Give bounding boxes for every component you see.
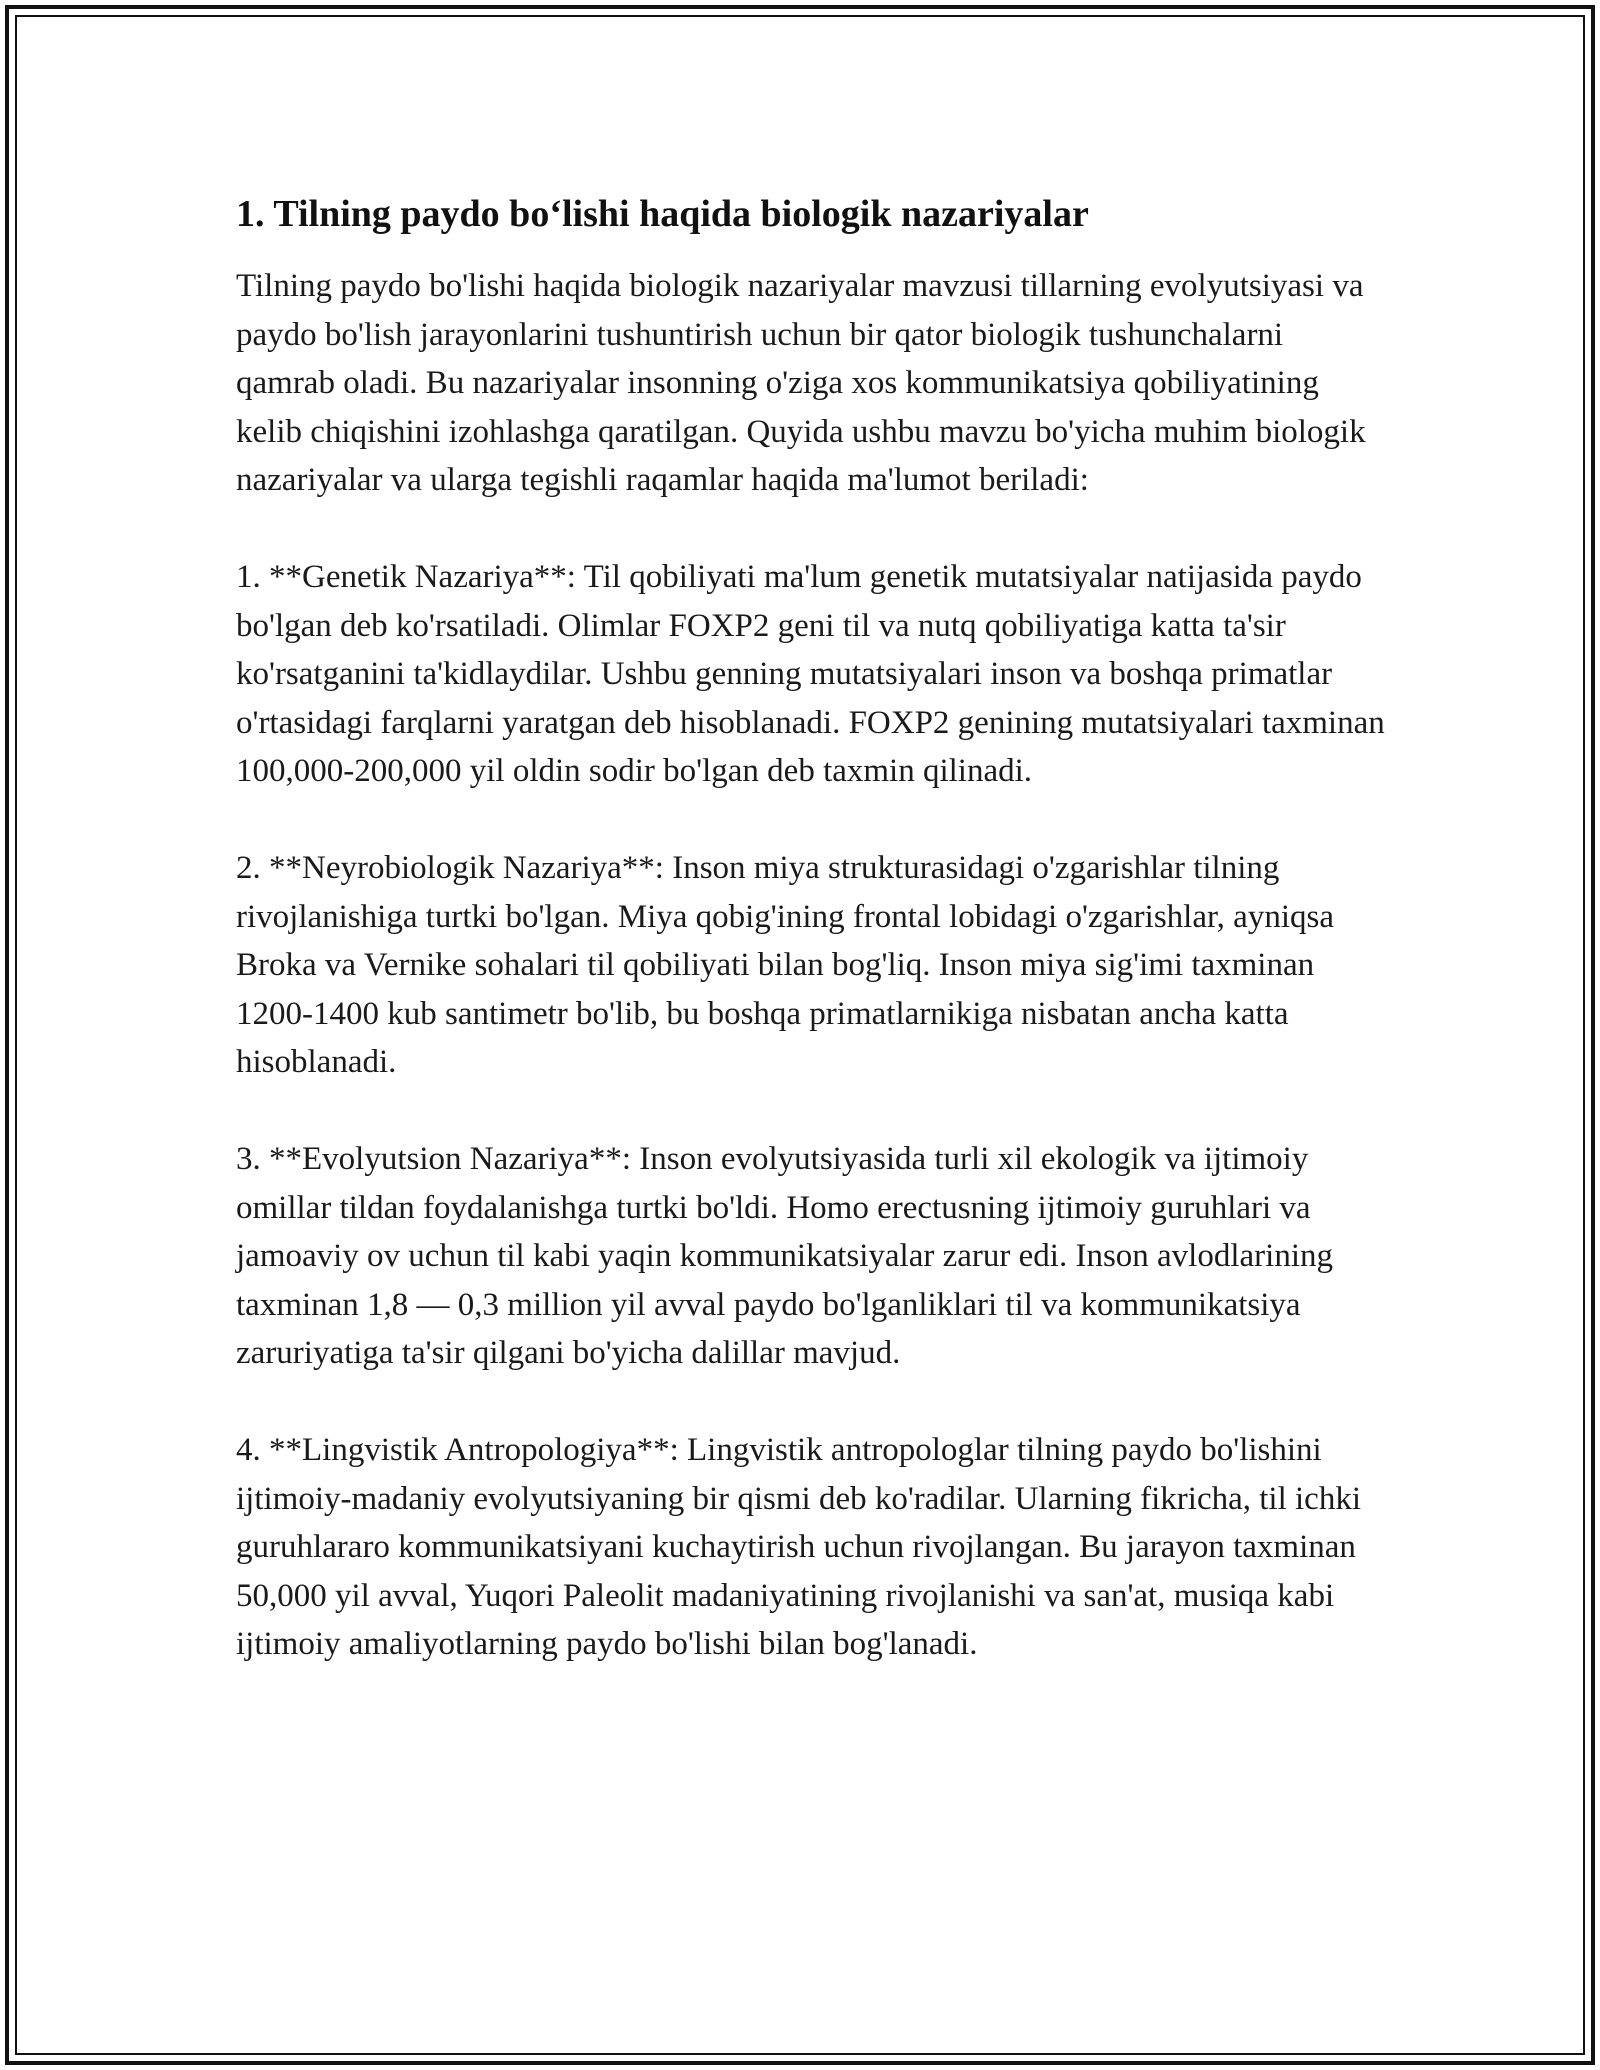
paragraph-neurobiological-theory: 2. **Neyrobiologik Nazariya**: Inson miya strukturasidagi o'zgarishlar tilning rivojlanishiga turtki bo'lgan. Miya qobig'ining frontal lobidagi o'zgarishlar, ayniqsa Broka va Vernike sohalari til qobiliyati bilan bog'liq. Inson miya sig'imi taxminan 1200-1400 kub santimetr bo'lib, bu boshqa primatlarnikiga nisbatan ancha katta hisoblanadi. <box>236 850 1334 1080</box>
intro-paragraph: Tilning paydo bo'lishi haqida biologik nazariyalar mavzusi tillarning evolyutsiyasi va paydo bo'lish jarayonlarini tushuntirish uchun bir qator biologik tushunchalarni qamrab oladi. Bu nazariyalar insonning o'ziga xos kommunikatsiya qobiliyatining kelib chiqishini izohlashga qaratilgan. Quyida ushbu mavzu bo'yicha muhim biologik nazariyalar va ularga tegishli raqamlar haqida ma'lumot beriladi: <box>236 268 1366 498</box>
paragraph-evolutionary-theory: 3. **Evolyutsion Nazariya**: Inson evolyutsiyasida turli xil ekologik va ijtimoiy omillar tildan foydalanishga turtki bo'ldi. Homo erectusning ijtimoiy guruhlari va jamoaviy ov uchun til kabi yaqin kommunikatsiyalar zarur edi. Inson avlodlarining taxminan 1,8 — 0,3 million yil avval paydo bo'lganliklari til va kommunikatsiya zaruriyatiga ta'sir qilgani bo'yicha dalillar mavjud. <box>236 1141 1333 1371</box>
document-body <box>236 186 1386 1669</box>
paragraph-linguistic-anthropology: 4. **Lingvistik Antropologiya**: Lingvistik antropologlar tilning paydo bo'lishini ijtimoiy-madaniy evolyutsiyaning bir qismi deb ko'radilar. Ularning fikricha, til ichki guruhlararo kommunikatsiyani kuchaytirish uchun rivojlangan. Bu jarayon taxminan 50,000 yil avval, Yuqori Paleolit madaniyatining rivojlanishi va san'at, musiqa kabi ijtimoiy amaliyotlarning paydo bo'lishi bilan bog'lanadi. <box>236 1432 1361 1662</box>
document-heading: 1. Tilning paydo bo‘lishi haqida biologik nazariyalar <box>236 193 1089 235</box>
paragraph-genetic-theory: 1. **Genetik Nazariya**: Til qobiliyati ma'lum genetik mutatsiyalar natijasida paydo bo'lgan deb ko'rsatiladi. Olimlar FOXP2 geni til va nutq qobiliyatiga katta ta'sir ko'rsatganini ta'kidlaydilar. Ushbu genning mutatsiyalari inson va boshqa primatlar o'rtasidagi farqlarni yaratgan deb hisoblanadi. FOXP2 genining mutatsiyalari taxminan 100,000-200,000 yil oldin sodir bo'lgan deb taxmin qilinadi. <box>236 559 1385 789</box>
